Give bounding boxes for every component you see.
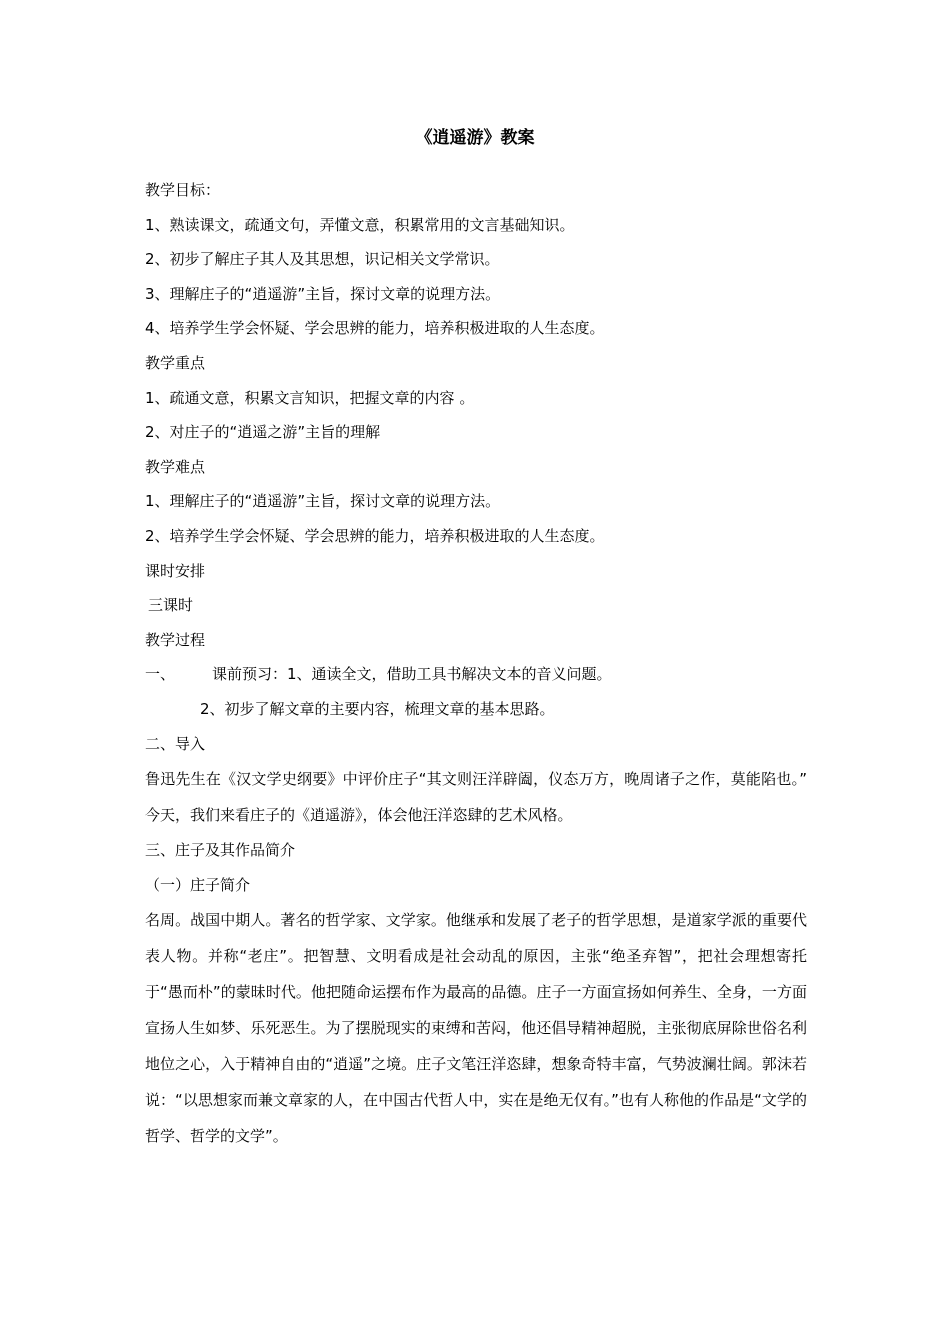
sub-heading-one: （一）庄子简介: [145, 875, 251, 894]
key-heading: 教学重点: [145, 353, 206, 372]
document-body: [145, 173, 807, 1154]
document-title: 《逍遥游》教案: [415, 128, 535, 148]
difficult-point-item: 2、培养学生学会怀疑、学会思辨的能力，培养积极进取的人生态度。: [145, 526, 605, 545]
goal-item: 4、培养学生学会怀疑、学会思辨的能力，培养积极进取的人生态度。: [145, 319, 605, 338]
step-one: [145, 657, 807, 692]
process-heading: 教学过程: [145, 630, 206, 649]
biography-paragraph: 名周。战国中期人。著名的哲学家、文学家。他继承和发展了老子的哲学思想，是道家学派的重要代表人物。并称“老庄”。把智慧、文明看成是社会动乱的原因，主张“绝圣弃智”，把社会理想寄托于“愚而朴”的蒙昧时代。他把随命运摆布作为最高的品德。庄子一方面宣扬如何养生、全身，一方面宣扬人生如梦、乐死恶生。为了摆脱现实的束缚和苦闷，他还倡导精神超脱，主张彻底屏除世俗名利地位之心，入于精神自由的“逍遥”之境。庄子文笔汪洋恣肆，想象奇特丰富，气势波澜壮阔。郭沫若说：“以思想家而兼文章家的人，在中国古代哲人中，实在是绝无仅有。”也有人称他的作品是“文学的哲学、哲学的文学”。: [145, 911, 807, 1146]
step-two: 二、导入: [145, 734, 206, 753]
key-point-item: 1、疏通文意，积累文言知识，把握文章的内容 。: [145, 388, 475, 407]
goal-item: 2、初步了解庄子其人及其思想，识记相关文学常识。: [145, 250, 500, 269]
step-three: 三、庄子及其作品简介: [145, 841, 296, 860]
schedule-heading: 课时安排: [145, 561, 206, 580]
difficult-point-item: 1、理解庄子的“逍遥游”主旨，探讨文章的说理方法。: [145, 492, 501, 511]
step-one-number: 一、: [145, 665, 176, 684]
goal-item: 3、理解庄子的“逍遥游”主旨，探讨文章的说理方法。: [145, 284, 501, 303]
step-one-text: 课前预习：1、通读全文，借助工具书解决文本的音义问题。: [212, 665, 612, 684]
difficult-heading: 教学难点: [145, 457, 206, 476]
key-point-item: 2、对庄子的“逍遥之游”主旨的理解: [145, 423, 381, 442]
intro-paragraph: 鲁迅先生在《汉文学史纲要》中评价庄子“其文则汪洋辟阖，仪态万方，晚周诸子之作，莫能陷也。” 今天，我们来看庄子的《逍遥游》，体会他汪洋恣肆的艺术风格。: [145, 770, 807, 825]
goals-heading: 教学目标：: [145, 181, 221, 199]
goal-item: 1、熟读课文，疏通文句，弄懂文意，积累常用的文言基础知识。: [145, 215, 575, 234]
step-one-sub: 2、初步了解文章的主要内容，梳理文章的基本思路。: [200, 699, 555, 718]
schedule-value: 三课时: [148, 596, 194, 615]
